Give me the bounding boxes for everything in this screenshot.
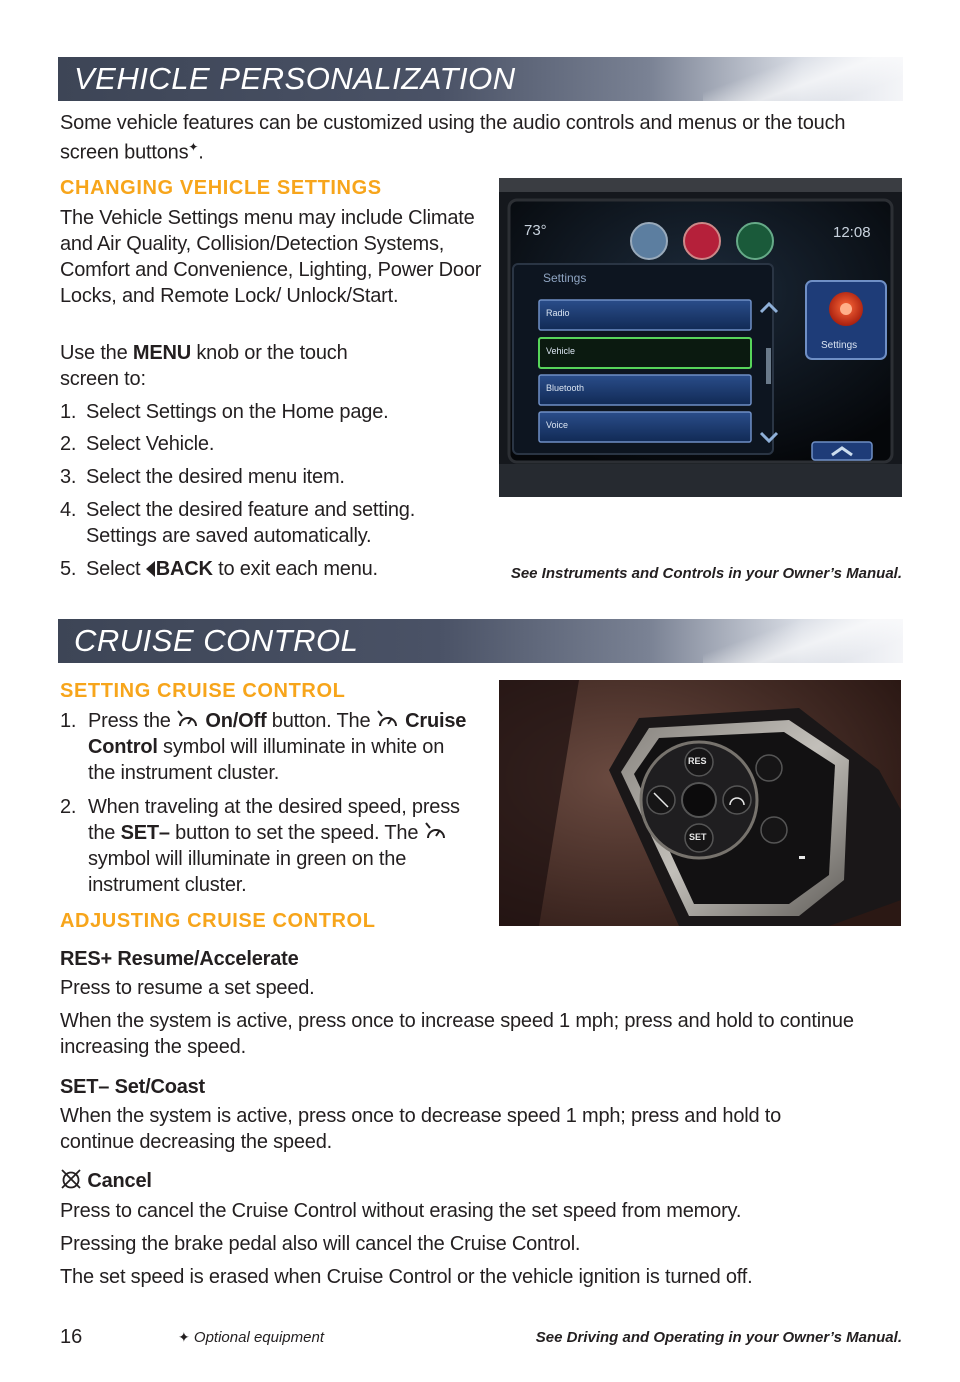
step-number: 2. [60,796,77,818]
step-text-pre: Select [86,558,146,580]
section-banner-vehicle-personalization [58,57,903,101]
step-number: 4. [60,499,77,521]
menu-item-radio-bg [539,300,751,330]
steering-wheel-photo [499,680,901,926]
nav-app-icon [737,223,773,259]
menu-instruction-post: knob or the touch screen to: [60,342,348,390]
audio-app-icon [631,223,667,259]
back-arrow-icon [146,561,155,577]
menu-item-voice[interactable]: Voice [546,420,569,430]
subhead-setting-cruise: SETTING CRUISE CONTROL [60,680,346,702]
step-text [86,556,378,582]
subhead-changing-settings: CHANGING VEHICLE SETTINGS [60,177,382,199]
intro-body: Some vehicle features can be customized using the audio controls and menus or the touch screen buttons [60,112,846,164]
step-item [60,497,480,551]
step-text-part: symbol will illuminate in green on the instrument cluster. [88,848,407,896]
step-number: 3. [60,466,77,488]
step-text-part: When traveling at the desired speed, press the [88,796,460,844]
settings-menu-description: The Vehicle Settings menu may include Climate and Air Quality, Collision/Detection Systems, Comfort and Convenience, Lighting, Power Door Locks, and Remote Lock/ Unlock/Start. [60,207,482,307]
cruise-step-1 [60,708,480,788]
screen-temperature: 73° [524,222,547,239]
caption-driving: See Driving and Operating in your Owner’s Manual. [535,1329,902,1346]
cancel-text-1: Press to cancel the Cruise Control without erasing the set speed from memory. [60,1200,742,1222]
res-heading: RES+ Resume/Accelerate [60,948,299,970]
step-number: 2. [60,433,77,455]
section-title: VEHICLE PERSONALIZATION [74,61,516,96]
cancel-text-3: The set speed is erased when Cruise Control or the vehicle ignition is turned off. [60,1266,753,1288]
cancel-icon [60,1169,82,1189]
step-text: Select Settings on the Home page. [86,401,389,423]
heated-wheel-button[interactable] [761,817,787,843]
cruise-control-icon [424,822,448,842]
step-text-part: button. The [266,710,376,732]
step-number: 5. [60,558,77,580]
set-button-label: SET [689,832,707,842]
menu-instruction-pre: Use the [60,342,133,364]
cruise-control-icon [376,710,400,730]
lane-keep-button[interactable] [756,755,782,781]
cruise-onoff-button[interactable] [723,786,751,814]
menu-item-vehicle[interactable]: Vehicle [546,346,576,356]
section-title: CRUISE CONTROL [74,623,359,658]
cancel-heading-text: Cancel [87,1170,152,1192]
subhead-adjusting-cruise: ADJUSTING CRUISE CONTROL [60,910,376,932]
step-text [88,794,480,898]
settings-tile-label[interactable]: Settings [821,340,858,351]
intro-end: . [198,141,204,164]
optional-mark-icon: ✦ [178,1329,190,1345]
step-text-part: Press the [88,710,177,732]
section-banner-cruise-control [58,619,903,663]
cruise-step-2 [60,794,485,894]
screen-clock: 12:08 [833,224,871,241]
step-text-post: to exit each menu. [212,558,378,580]
step-text [88,708,468,786]
optional-equipment-note [178,1329,324,1346]
steering-wheel-illustration [499,680,901,926]
step-text: Select the desired feature and setting. Settings are saved automatically. [86,499,416,547]
cruise-control-icon [176,710,200,730]
set-label: SET– [120,822,170,844]
res-button-label: RES [688,756,707,766]
phone-app-icon [684,223,720,259]
page-number: 16 [60,1326,83,1348]
cruise-control-label: Cruise Control [88,710,467,758]
optional-mark: ✦ [188,140,199,154]
step-text: Select Vehicle. [86,433,215,455]
screen-menu-title: Settings [543,271,587,285]
menu-knob-label: MENU [132,342,191,364]
menu-item-bluetooth[interactable]: Bluetooth [546,383,585,393]
back-label: BACK [155,558,213,580]
set-heading: SET– Set/Coast [60,1076,206,1098]
res-text-1: Press to resume a set speed. [60,977,315,999]
set-text-1: When the system is active, press once to decrease speed 1 mph; press and hold to continue decreasing the speed. [60,1105,782,1153]
res-text-2: When the system is active, press once to increase speed 1 mph; press and hold to continue increasing the speed. [60,1010,854,1058]
step-text-part: button to set the speed. The [169,822,424,844]
touchscreen-photo [499,178,902,497]
menu-instruction [60,340,390,392]
step-text: Select the desired menu item. [86,466,345,488]
on-off-label: On/Off [205,710,267,732]
optional-text: Optional equipment [193,1329,324,1346]
menu-item-voice-bg [539,412,751,442]
cancel-heading [60,1168,152,1194]
cancel-text-2: Pressing the brake pedal also will cancel the Cruise Control. [60,1233,581,1255]
step-number: 1. [60,710,77,732]
caption-instruments: See Instruments and Controls in your Owner’s Manual. [510,565,902,582]
step-text-part: symbol will illuminate in white on the instrument cluster. [88,736,445,784]
step-number: 1. [60,401,77,423]
intro-text [60,111,890,165]
home-up-button [812,442,872,460]
center-button[interactable] [682,783,716,817]
menu-item-radio[interactable]: Radio [546,308,570,318]
